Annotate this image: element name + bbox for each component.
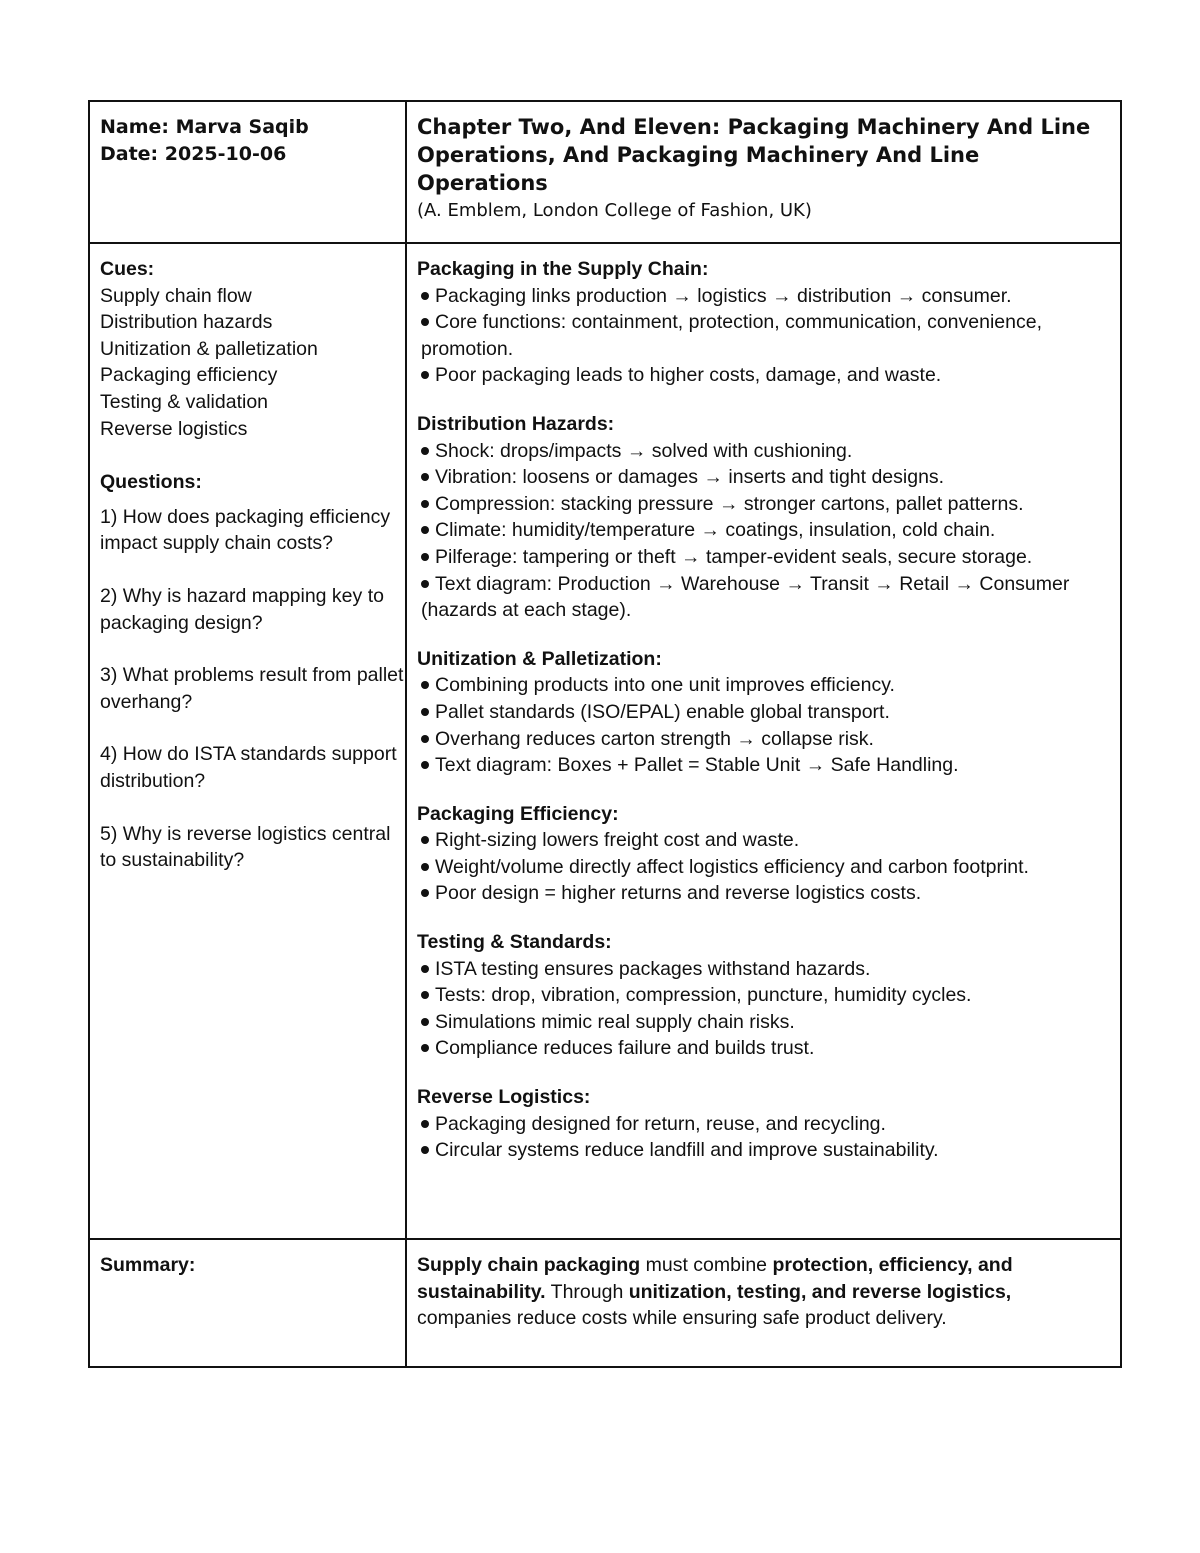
notes-bullet-text: Packaging links production → logistics → distribution → consumer.	[435, 284, 1012, 307]
notes-bullet-text: Tests: drop, vibration, compression, puncture, humidity cycles.	[435, 984, 972, 1007]
notes-bullet	[417, 571, 1108, 624]
bullet-dot-icon	[421, 292, 429, 300]
questions-list	[100, 504, 405, 874]
question-item: 2) Why is hazard mapping key to packaging design?	[100, 584, 384, 634]
notes-bullet	[417, 1111, 1108, 1138]
notes-column	[406, 243, 1121, 1239]
notes-list	[417, 256, 1108, 1164]
summary-label: Summary:	[100, 1254, 196, 1276]
cue-item: Unitization & palletization	[100, 337, 318, 360]
header-row	[89, 101, 1121, 243]
body-row	[89, 243, 1121, 1239]
bullet-dot-icon	[421, 708, 429, 716]
chapter-author: (A. Emblem, London College of Fashion, UK)	[417, 200, 812, 221]
notes-section	[417, 256, 1108, 389]
notes-bullet-text: Vibration: loosens or damages → inserts and tight designs.	[435, 466, 945, 489]
notes-bullet	[417, 752, 1108, 779]
notes-section	[417, 646, 1108, 779]
notes-bullet	[417, 438, 1108, 465]
cue-item: Testing & validation	[100, 390, 269, 413]
notes-section-title: Testing & Standards:	[417, 931, 612, 954]
notes-bullet-text: Compression: stacking pressure → stronger cartons, pallet patterns.	[435, 492, 1024, 515]
notes-bullet-text: Text diagram: Boxes + Pallet = Stable Unit → Safe Handling.	[435, 754, 959, 777]
summary-row	[89, 1239, 1121, 1367]
notes-bullet	[417, 672, 1108, 699]
bullet-dot-icon	[421, 735, 429, 743]
bullet-dot-icon	[421, 1146, 429, 1154]
question-item: 5) Why is reverse logistics central to sustainability?	[100, 822, 391, 872]
notes-bullet	[417, 491, 1108, 518]
notes-bullet	[417, 544, 1108, 571]
notes-bullet-text: Combining products into one unit improves efficiency.	[435, 674, 895, 697]
notes-bullet	[417, 726, 1108, 753]
notes-bullet-text: Circular systems reduce landfill and improve sustainability.	[435, 1139, 939, 1162]
notes-bullet-text: Right-sizing lowers freight cost and waste.	[435, 829, 800, 852]
notes-section	[417, 801, 1108, 907]
cue-item: Reverse logistics	[100, 417, 248, 440]
notes-bullet	[417, 880, 1108, 907]
notes-bullet	[417, 283, 1108, 310]
notes-section	[417, 929, 1108, 1062]
bullet-dot-icon	[421, 761, 429, 769]
notes-bullet	[417, 309, 1108, 362]
notes-bullet-text: Simulations mimic real supply chain risks.	[435, 1010, 795, 1033]
summary-part: must combine	[640, 1254, 773, 1276]
note-date: Date: 2025-10-06	[100, 143, 287, 165]
chapter-title: Chapter Two, And Eleven: Packaging Machinery And Line Operations, And Packaging Machinery And Line Operations	[417, 115, 1091, 195]
bullet-dot-icon	[421, 836, 429, 844]
student-name: Name: Marva Saqib	[100, 116, 309, 138]
notes-bullet	[417, 517, 1108, 544]
notes-bullet-text: Weight/volume directly affect logistics efficiency and carbon footprint.	[435, 855, 1029, 878]
notes-bullet	[417, 827, 1108, 854]
question-item: 1) How does packaging efficiency impact supply chain costs?	[100, 505, 391, 555]
bullet-dot-icon	[421, 447, 429, 455]
notes-bullet-text: Pilferage: tampering or theft → tamper-evident seals, secure storage.	[435, 545, 1033, 568]
summary-part: unitization, testing, and reverse logistics,	[628, 1280, 1012, 1303]
bullet-dot-icon	[421, 318, 429, 326]
summary-part: Supply chain packaging	[417, 1254, 641, 1276]
notes-section-title: Unitization & Palletization:	[417, 647, 662, 670]
summary-part: protection, efficiency, and sustainability.	[417, 1254, 1013, 1303]
notes-bullet-text: Climate: humidity/temperature → coatings, insulation, cold chain.	[435, 519, 996, 542]
bullet-dot-icon	[421, 1044, 429, 1052]
notes-bullet	[417, 1009, 1108, 1036]
cue-item: Distribution hazards	[100, 311, 273, 334]
cues-label: Cues:	[100, 258, 155, 280]
notes-bullet-text: Compliance reduces failure and builds trust.	[435, 1037, 815, 1060]
summary-label-cell	[89, 1239, 406, 1367]
notes-section	[417, 1084, 1108, 1164]
notes-section-title: Packaging Efficiency:	[417, 802, 619, 825]
questions-label: Questions:	[100, 471, 202, 494]
bullet-dot-icon	[421, 991, 429, 999]
notes-bullet	[417, 1035, 1108, 1062]
bullet-dot-icon	[421, 371, 429, 379]
notes-section-title: Reverse Logistics:	[417, 1086, 591, 1109]
summary-text-cell	[406, 1239, 1121, 1367]
notes-bullet-text: Pallet standards (ISO/EPAL) enable global transport.	[435, 700, 890, 723]
notes-bullet	[417, 854, 1108, 881]
bullet-dot-icon	[421, 681, 429, 689]
cues-column	[89, 243, 406, 1239]
student-info-cell	[89, 101, 406, 243]
notes-bullet-text: ISTA testing ensures packages withstand hazards.	[435, 957, 871, 980]
notes-bullet	[417, 464, 1108, 491]
bullet-dot-icon	[421, 863, 429, 871]
question-item: 3) What problems result from pallet overhang?	[100, 664, 404, 713]
cornell-notes-table	[88, 100, 1122, 1368]
notes-bullet-text: Core functions: containment, protection, communication, convenience, promotion.	[421, 311, 1042, 360]
bullet-dot-icon	[421, 526, 429, 534]
notes-bullet	[417, 699, 1108, 726]
notes-bullet-text: Overhang reduces carton strength → collapse risk.	[435, 727, 874, 750]
bullet-dot-icon	[421, 553, 429, 561]
notes-section-title: Distribution Hazards:	[417, 412, 615, 435]
notes-bullet-text: Poor design = higher returns and reverse logistics costs.	[435, 882, 922, 905]
bullet-dot-icon	[421, 580, 429, 588]
notes-section-title: Packaging in the Supply Chain:	[417, 258, 709, 280]
cue-item: Packaging efficiency	[100, 364, 278, 387]
notes-bullet	[417, 982, 1108, 1009]
question-item: 4) How do ISTA standards support distribution?	[100, 743, 397, 792]
bullet-dot-icon	[421, 473, 429, 481]
bullet-dot-icon	[421, 889, 429, 897]
bullet-dot-icon	[421, 1018, 429, 1026]
chapter-info-cell	[406, 101, 1121, 243]
summary-part: Through	[545, 1280, 629, 1303]
notes-bullet	[417, 362, 1108, 389]
notes-section	[417, 411, 1108, 624]
bullet-dot-icon	[421, 500, 429, 508]
cue-item: Supply chain flow	[100, 284, 252, 307]
notes-bullet	[417, 956, 1108, 983]
notes-bullet	[417, 1137, 1108, 1164]
notes-bullet-text: Shock: drops/impacts → solved with cushioning.	[435, 439, 853, 462]
notes-bullet-text: Packaging designed for return, reuse, and recycling.	[435, 1112, 886, 1135]
summary-part: companies reduce costs while ensuring safe product delivery.	[417, 1307, 947, 1330]
summary-text	[417, 1252, 1108, 1332]
notes-bullet-text: Poor packaging leads to higher costs, damage, and waste.	[435, 364, 942, 387]
notes-bullet-text: Text diagram: Production → Warehouse → Transit → Retail → Consumer (hazards at each stage).	[421, 572, 1070, 622]
bullet-dot-icon	[421, 1120, 429, 1128]
cornell-notes-page	[88, 100, 1120, 1368]
cues-list	[100, 283, 405, 443]
bullet-dot-icon	[421, 965, 429, 973]
